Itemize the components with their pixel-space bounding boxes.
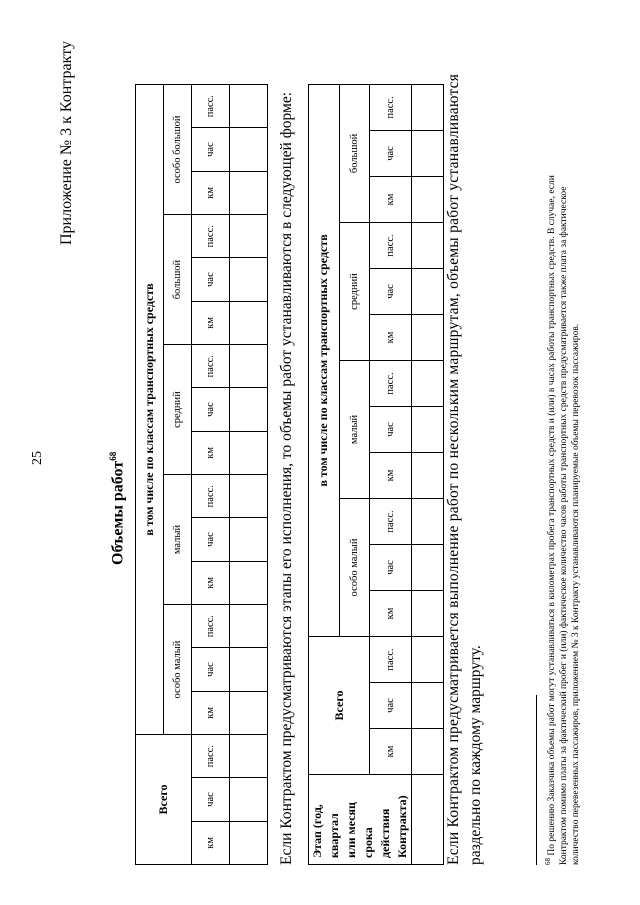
- unit-header: пасс.: [192, 84, 230, 127]
- unit-header: пасс.: [192, 605, 230, 648]
- table-cell: [412, 544, 444, 590]
- unit-header: пасс.: [370, 84, 412, 130]
- unit-header: час: [370, 683, 412, 729]
- table-cell: [230, 345, 268, 388]
- footnote-ref: 68: [544, 858, 552, 865]
- unit-header: час: [370, 544, 412, 590]
- volumes-table: [135, 84, 268, 865]
- class-header: малый: [339, 360, 370, 498]
- stage-header-line: Этап (год, квартал: [310, 804, 341, 858]
- stage-header: [309, 775, 412, 865]
- class-header: средний: [339, 222, 370, 360]
- table-cell: [412, 84, 444, 130]
- unit-header: км: [370, 176, 412, 222]
- unit-header: км: [370, 590, 412, 636]
- footnote-line: количество перевезенных пассажиров, приложением № 3 к Контракту устанавливаются планируемые объемы перевозок пассажиров.: [571, 323, 582, 865]
- total-header: Всего: [136, 735, 192, 865]
- class-header: средний: [164, 345, 192, 475]
- unit-header: час: [192, 128, 230, 171]
- unit-header: км: [370, 314, 412, 360]
- document-title: [108, 452, 127, 565]
- data-row: [412, 84, 444, 864]
- unit-header: час: [370, 268, 412, 314]
- total-header: Всего: [309, 636, 370, 774]
- table-cell: [412, 268, 444, 314]
- stage-header-line: Контракта): [395, 795, 409, 858]
- rotated-sheet: [20, 20, 620, 885]
- table-cell: [412, 176, 444, 222]
- units-row: [192, 84, 230, 864]
- footnote-text: По решению Заказчика объемы работ могут устанавливаться в километрах пробега транспортных средств и (или) в часах работы транспортных средств. В случае, если: [547, 175, 558, 856]
- unit-header: пасс.: [192, 345, 230, 388]
- table-cell: [230, 735, 268, 778]
- table-cell: [230, 518, 268, 561]
- unit-header: км: [192, 431, 230, 474]
- stages-volumes-table: [308, 84, 444, 865]
- table-cell: [230, 648, 268, 691]
- unit-header: км: [192, 171, 230, 214]
- unit-header: час: [370, 130, 412, 176]
- class-header: особо малый: [164, 605, 192, 735]
- unit-header: пасс.: [370, 636, 412, 682]
- class-header: малый: [164, 475, 192, 605]
- routes-paragraph: [443, 75, 487, 865]
- class-header: большой: [339, 84, 370, 222]
- unit-header: пасс.: [370, 222, 412, 268]
- table-cell: [412, 406, 444, 452]
- footnote-line: Контрактом помимо платы за фактический пробег и (или) фактическое количество часов работы транспортных средств предусматривается также плата за фактическое: [559, 186, 570, 865]
- table-cell: [412, 590, 444, 636]
- table-cell: [230, 388, 268, 431]
- unit-header: час: [192, 648, 230, 691]
- table-cell: [412, 775, 444, 865]
- unit-header: км: [370, 729, 412, 775]
- table-cell: [230, 301, 268, 344]
- footnote-line: [542, 75, 558, 865]
- table-cell: [412, 360, 444, 406]
- routes-paragraph-line: раздельно по каждому маршруту.: [467, 645, 484, 865]
- table-cell: [230, 258, 268, 301]
- table-cell: [230, 778, 268, 821]
- table-cell: [412, 498, 444, 544]
- table-cell: [412, 636, 444, 682]
- table-cell: [230, 691, 268, 734]
- table-header-row: [136, 84, 164, 864]
- table-cell: [230, 561, 268, 604]
- unit-header: час: [192, 258, 230, 301]
- table-cell: [412, 729, 444, 775]
- table-cell: [412, 314, 444, 360]
- unit-header: час: [370, 406, 412, 452]
- footnote-separator: [536, 695, 537, 865]
- table-cell: [412, 452, 444, 498]
- unit-header: час: [192, 388, 230, 431]
- page-number: 25: [30, 451, 45, 465]
- table-cell: [412, 683, 444, 729]
- table-cell: [230, 171, 268, 214]
- routes-paragraph-line: Если Контрактом предусматривается выполнение работ по нескольким маршрутам, объемы работ устанавливаются: [445, 73, 462, 865]
- title-text: Объемы работ: [109, 460, 127, 565]
- unit-header: км: [192, 561, 230, 604]
- table-cell: [230, 215, 268, 258]
- table-cell: [230, 605, 268, 648]
- unit-header: час: [192, 518, 230, 561]
- classes-header: в том числе по классам транспортных средств: [309, 84, 340, 636]
- unit-header: км: [192, 691, 230, 734]
- table-cell: [230, 431, 268, 474]
- unit-header: пасс.: [192, 215, 230, 258]
- stage-header-line: или месяц срока: [344, 802, 375, 858]
- class-header: особо большой: [164, 84, 192, 214]
- data-row: [230, 84, 268, 864]
- unit-header: пасс.: [370, 360, 412, 406]
- appendix-heading: Приложение № 3 к Контракту: [58, 41, 75, 245]
- table-header-row: [309, 84, 340, 864]
- table-cell: [230, 128, 268, 171]
- unit-header: пасс.: [370, 498, 412, 544]
- unit-header: пасс.: [192, 735, 230, 778]
- stages-paragraph: Если Контрактом предусматриваются этапы его исполнения, то объемы работ устанавливаются в следующей форме:: [278, 91, 295, 865]
- unit-header: пасс.: [192, 475, 230, 518]
- table-cell: [230, 84, 268, 127]
- stage-header-line: действия: [378, 808, 392, 858]
- footnote: [542, 75, 582, 865]
- units-row: [370, 84, 412, 864]
- table-cell: [230, 821, 268, 864]
- unit-header: км: [370, 452, 412, 498]
- class-header: особо малый: [339, 498, 370, 636]
- table-cell: [412, 130, 444, 176]
- unit-header: час: [192, 778, 230, 821]
- class-header: большой: [164, 215, 192, 345]
- classes-header: в том числе по классам транспортных средств: [136, 84, 164, 734]
- unit-header: км: [192, 821, 230, 864]
- unit-header: км: [192, 301, 230, 344]
- title-footnote-ref: 68: [108, 451, 118, 461]
- table-cell: [230, 475, 268, 518]
- table-cell: [412, 222, 444, 268]
